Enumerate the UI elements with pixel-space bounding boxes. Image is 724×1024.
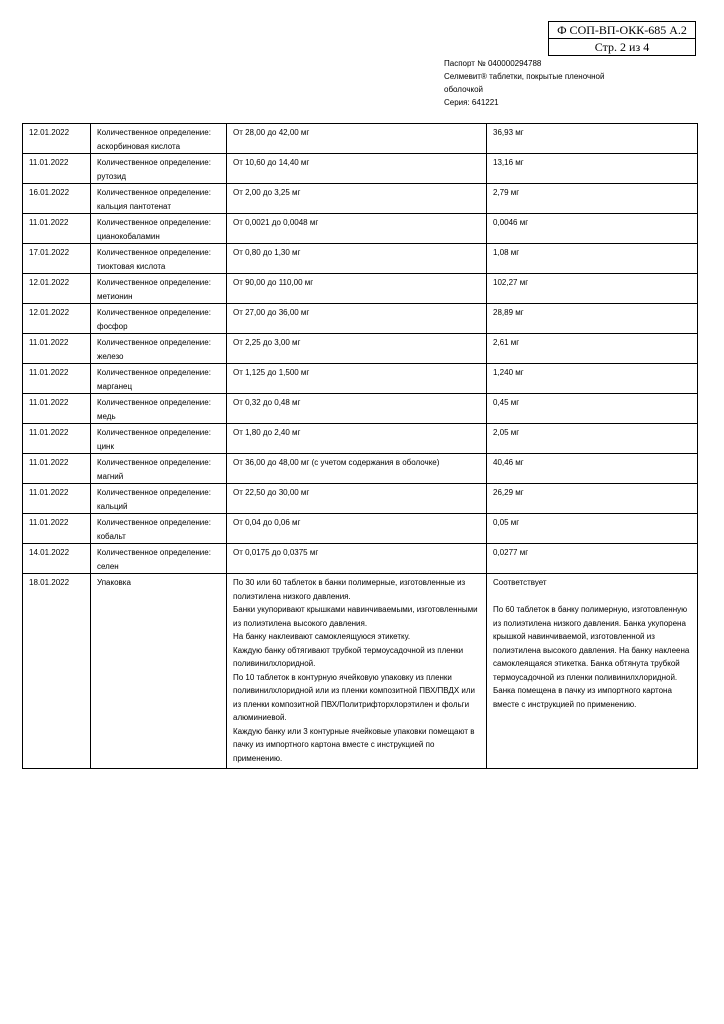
test-name: Количественное определение: кобальт bbox=[91, 514, 227, 544]
test-result: 28,89 мг bbox=[487, 304, 698, 334]
packaging-norm-line: Каждую банку или 3 контурные ячейковые упаковки помещают в пачку из импортного картона вместе с инструкцией по применению. bbox=[233, 726, 475, 763]
test-date: 11.01.2022 bbox=[23, 214, 91, 244]
test-name: Количественное определение: фосфор bbox=[91, 304, 227, 334]
analysis-table bbox=[22, 123, 698, 769]
test-result: 1,08 мг bbox=[487, 244, 698, 274]
packaging-norm-line: Каждую банку обтягивают трубкой термоусадочной из пленки поливинилхлоридной. bbox=[233, 645, 464, 668]
passport-header bbox=[444, 57, 644, 109]
table-row bbox=[23, 484, 698, 514]
page-number: Стр. 2 из 4 bbox=[549, 38, 695, 55]
test-norm: От 10,60 до 14,40 мг bbox=[227, 154, 487, 184]
packaging-norm-line: По 30 или 60 таблеток в банки полимерные, изготовленные из полиэтилена низкого давления. bbox=[233, 578, 466, 601]
test-name: Количественное определение: цианокобаламин bbox=[91, 214, 227, 244]
table-row bbox=[23, 394, 698, 424]
test-date: 17.01.2022 bbox=[23, 244, 91, 274]
packaging-date: 18.01.2022 bbox=[23, 574, 91, 769]
test-norm: От 2,25 до 3,00 мг bbox=[227, 334, 487, 364]
test-norm: От 36,00 до 48,00 мг (с учетом содержания в оболочке) bbox=[227, 454, 487, 484]
packaging-norm-line: На банку наклеивают самоклеящуюся этикетку. bbox=[233, 632, 411, 641]
packaging-row bbox=[23, 574, 698, 769]
test-result: 0,45 мг bbox=[487, 394, 698, 424]
test-date: 16.01.2022 bbox=[23, 184, 91, 214]
test-date: 12.01.2022 bbox=[23, 304, 91, 334]
test-name: Количественное определение: кальций bbox=[91, 484, 227, 514]
packaging-norm-line: По 10 таблеток в контурную ячейковую упаковку из пленки поливинилхлоридной или из пленки композитной ПВХ/ПВДХ или из пленки композитной ПВХ/Политрифторхлорэтилен и фольги алюминиевой. bbox=[233, 672, 475, 722]
test-name: Количественное определение: магний bbox=[91, 454, 227, 484]
form-code: Ф СОП-ВП-ОКК-685 А.2 bbox=[557, 23, 687, 37]
table-row bbox=[23, 244, 698, 274]
test-name: Количественное определение: кальция пантотенат bbox=[91, 184, 227, 214]
test-norm: От 27,00 до 36,00 мг bbox=[227, 304, 487, 334]
test-date: 14.01.2022 bbox=[23, 544, 91, 574]
test-norm: От 1,80 до 2,40 мг bbox=[227, 424, 487, 454]
test-norm: От 0,0021 до 0,0048 мг bbox=[227, 214, 487, 244]
test-norm: От 1,125 до 1,500 мг bbox=[227, 364, 487, 394]
test-name: Количественное определение: метионин bbox=[91, 274, 227, 304]
test-date: 12.01.2022 bbox=[23, 274, 91, 304]
table-row bbox=[23, 304, 698, 334]
test-date: 11.01.2022 bbox=[23, 454, 91, 484]
table-row bbox=[23, 334, 698, 364]
table-row bbox=[23, 124, 698, 154]
test-name: Количественное определение: цинк bbox=[91, 424, 227, 454]
table-row bbox=[23, 364, 698, 394]
test-date: 11.01.2022 bbox=[23, 154, 91, 184]
test-date: 11.01.2022 bbox=[23, 424, 91, 454]
product-name: Селмевит® таблетки, покрытые пленочной оболочкой bbox=[444, 72, 605, 94]
test-result: 13,16 мг bbox=[487, 154, 698, 184]
test-date: 11.01.2022 bbox=[23, 364, 91, 394]
table-row bbox=[23, 184, 698, 214]
test-name: Количественное определение: марганец bbox=[91, 364, 227, 394]
test-result: 36,93 мг bbox=[487, 124, 698, 154]
passport-number: Паспорт № 040000294788 bbox=[444, 59, 542, 68]
test-name: Количественное определение: тиоктовая кислота bbox=[91, 244, 227, 274]
packaging-norm bbox=[227, 574, 487, 769]
test-result: 102,27 мг bbox=[487, 274, 698, 304]
test-result: 26,29 мг bbox=[487, 484, 698, 514]
test-date: 11.01.2022 bbox=[23, 334, 91, 364]
test-date: 11.01.2022 bbox=[23, 394, 91, 424]
test-norm: От 0,0175 до 0,0375 мг bbox=[227, 544, 487, 574]
packaging-result bbox=[487, 574, 698, 769]
table-row bbox=[23, 214, 698, 244]
test-norm: От 0,32 до 0,48 мг bbox=[227, 394, 487, 424]
test-result: 2,05 мг bbox=[487, 424, 698, 454]
test-norm: От 0,04 до 0,06 мг bbox=[227, 514, 487, 544]
test-name: Количественное определение: аскорбиновая кислота bbox=[91, 124, 227, 154]
table-row bbox=[23, 274, 698, 304]
table-row bbox=[23, 454, 698, 484]
test-result: 2,79 мг bbox=[487, 184, 698, 214]
test-name: Количественное определение: медь bbox=[91, 394, 227, 424]
test-result: 40,46 мг bbox=[487, 454, 698, 484]
table-row bbox=[23, 424, 698, 454]
test-norm: От 0,80 до 1,30 мг bbox=[227, 244, 487, 274]
test-result: 0,0277 мг bbox=[487, 544, 698, 574]
test-result: 2,61 мг bbox=[487, 334, 698, 364]
test-result: 0,05 мг bbox=[487, 514, 698, 544]
test-name: Количественное определение: железо bbox=[91, 334, 227, 364]
test-norm: От 28,00 до 42,00 мг bbox=[227, 124, 487, 154]
packaging-norm-line: Банки укупоривают крышками навинчиваемыми, изготовленными из полиэтилена высокого давления. bbox=[233, 605, 478, 628]
test-date: 11.01.2022 bbox=[23, 514, 91, 544]
test-date: 12.01.2022 bbox=[23, 124, 91, 154]
table-row bbox=[23, 544, 698, 574]
table-row bbox=[23, 514, 698, 544]
test-norm: От 2,00 до 3,25 мг bbox=[227, 184, 487, 214]
test-result: 0,0046 мг bbox=[487, 214, 698, 244]
test-norm: От 90,00 до 110,00 мг bbox=[227, 274, 487, 304]
table-row bbox=[23, 154, 698, 184]
test-name: Количественное определение: селен bbox=[91, 544, 227, 574]
packaging-result-status: Соответствует bbox=[493, 578, 547, 587]
packaging-result-text: По 60 таблеток в банку полимерную, изготовленную из полиэтилена низкого давления. Банка укупорена крышкой навинчиваемой, изготовленной из полиэтилена высокого давления. На банку наклеена самоклеящаяся этикетка. Банка обтянута трубкой термоусадочной из пленки поливинилхлоридной. Банка помещена в пачку из импортного картона вместе с инструкцией по применению. bbox=[493, 605, 690, 709]
analysis-table-body bbox=[23, 124, 698, 769]
test-norm: От 22,50 до 30,00 мг bbox=[227, 484, 487, 514]
series-number: Серия: 641221 bbox=[444, 98, 499, 107]
test-date: 11.01.2022 bbox=[23, 484, 91, 514]
packaging-test-name: Упаковка bbox=[91, 574, 227, 769]
document-stamp bbox=[548, 21, 696, 56]
test-result: 1,240 мг bbox=[487, 364, 698, 394]
test-name: Количественное определение: рутозид bbox=[91, 154, 227, 184]
